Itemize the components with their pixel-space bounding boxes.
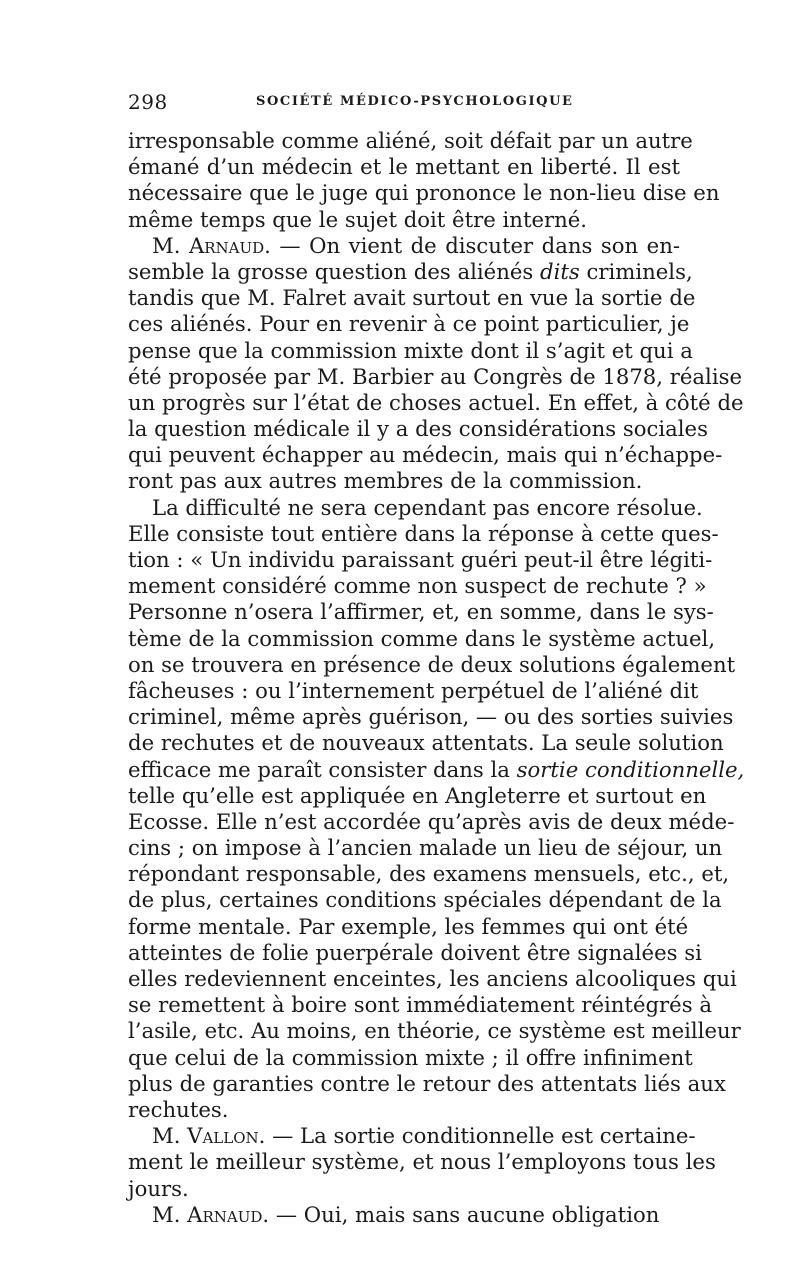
text-line: même temps que le sujet doit être interné.	[128, 206, 588, 232]
text-line: jours.	[128, 1175, 189, 1201]
page-number: 298	[128, 90, 168, 114]
speaker-line: M. Vallon. — La sortie conditionnelle est certaine-	[152, 1123, 696, 1149]
text-line: qui peuvent échapper au médecin, mais qui n’échappe-	[128, 442, 723, 468]
text-line: se remettent à boire sont immédiatement réintégrés à	[128, 992, 712, 1018]
speaker-line: M. Arnaud. — On vient de discuter dans son en-	[152, 232, 680, 258]
text-line: de plus, certaines conditions spéciales dépendant de la	[128, 887, 722, 913]
text-line: tème de la commission comme dans le système actuel,	[128, 625, 716, 651]
body-text	[128, 128, 745, 1228]
text-line: forme mentale. Par exemple, les femmes qui ont été	[128, 913, 689, 939]
text-line: Personne n’osera l’affirmer, et, en somme, dans le sys-	[128, 599, 714, 625]
text-line: répondant responsable, des examens mensuels, etc., et,	[128, 861, 730, 887]
text-line: La difficulté ne sera cependant pas encore résolue.	[152, 494, 703, 520]
text-line: plus de garanties contre le retour des attentats liés aux	[128, 1070, 726, 1096]
speaker-name: M. Vallon	[152, 1123, 259, 1149]
speaker-name: M. Arnaud	[152, 232, 265, 258]
text-line: pense que la commission mixte dont il s’agit et qui a	[128, 337, 693, 363]
text-line: efficace me paraît consister dans la sortie conditionnelle,	[128, 756, 745, 782]
text-line: irresponsable comme aliéné, soit défait par un autre	[128, 128, 693, 153]
text-line: atteintes de folie puerpérale doivent être signalées si	[128, 939, 702, 965]
text-line: la question médicale il y a des considérations sociales	[128, 416, 708, 442]
text-line: Ecosse. Elle n’est accordée qu’après avis de deux méde-	[128, 808, 735, 834]
running-head: SOCIÉTÉ MÉDICO-PSYCHOLOGIQUE	[256, 94, 574, 109]
page-header	[128, 90, 680, 116]
speaker-line: M. Arnaud. — Oui, mais sans aucune obligation	[152, 1201, 660, 1227]
text-line: ces aliénés. Pour en revenir à ce point particulier, je	[128, 311, 690, 337]
text-line: tion : « Un individu paraissant guéri peut-il être légiti-	[128, 547, 713, 572]
italic-text: dits	[540, 258, 580, 284]
text-line: rechutes.	[128, 1096, 229, 1122]
text-line: tandis que M. Falret avait surtout en vue la sortie de	[128, 285, 696, 311]
italic-text: sortie conditionnelle,	[516, 756, 745, 782]
text-line: ment le meilleur système, et nous l’employons tous les	[128, 1149, 716, 1175]
text-line: telle qu’elle est appliquée en Angleterre et surtout en	[128, 782, 707, 808]
speaker-name: M. Arnaud	[152, 1201, 263, 1227]
text-line: semble la grosse question des aliénés dits criminels,	[128, 258, 693, 284]
text-line: fâcheuses : ou l’internement perpétuel de l’aliéné dit	[128, 677, 699, 703]
text-line: de rechutes et de nouveaux attentats. La seule solution	[128, 730, 724, 756]
text-line: criminel, même après guérison, — ou des sorties suivies	[128, 704, 734, 730]
text-line: elles redeviennent enceintes, les anciens alcooliques qui	[128, 966, 737, 991]
text-line: nécessaire que le juge qui prononce le non-lieu dise en	[128, 180, 720, 206]
text-line: l’asile, etc. Au moins, en théorie, ce système est meilleur	[128, 1018, 741, 1044]
text-line: que celui de la commission mixte ; il offre infiniment	[128, 1044, 693, 1070]
text-line: ront pas aux autres membres de la commission.	[128, 468, 643, 494]
text-line: Elle consiste tout entière dans la réponse à cette ques-	[128, 520, 719, 546]
text-line: un progrès sur l’état de choses actuel. En effet, à côté de	[128, 389, 744, 415]
text-line: mement considéré comme non suspect de rechute ? »	[128, 573, 707, 599]
text-line: on se trouvera en présence de deux solutions également	[128, 651, 736, 677]
text-line: été proposée par M. Barbier au Congrès de 1878, réalise	[128, 363, 743, 389]
text-line: émané d’un médecin et le mettant en liberté. Il est	[128, 154, 680, 180]
text-line: cins ; on impose à l’ancien malade un lieu de séjour, un	[128, 835, 723, 861]
